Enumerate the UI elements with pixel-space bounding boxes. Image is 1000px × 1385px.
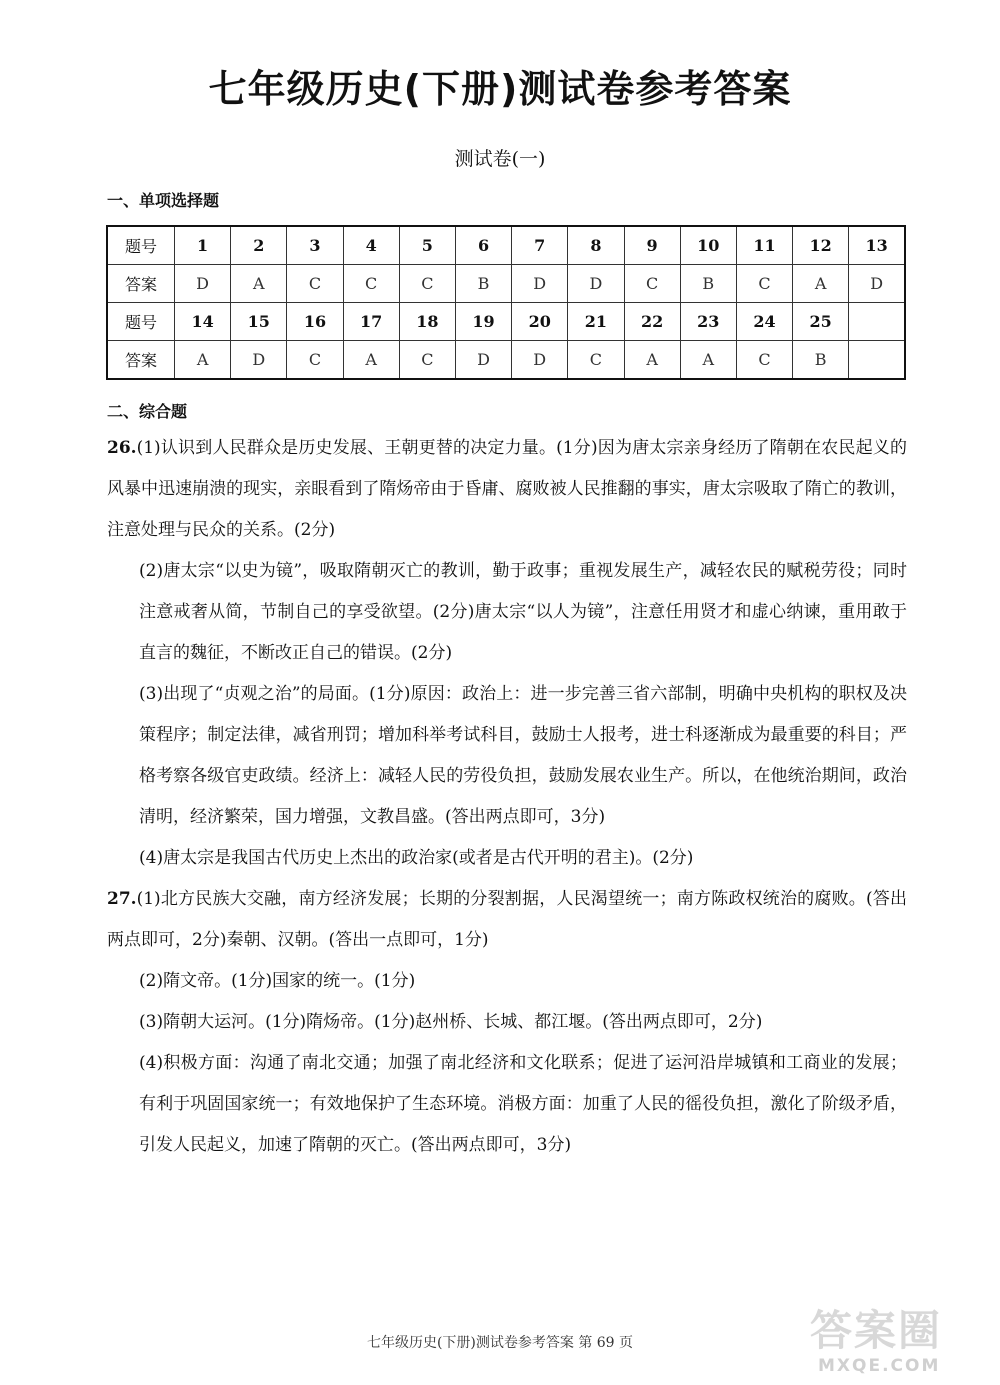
page-footer: 七年级历史(下册)测试卷参考答案 第 69 页 xyxy=(366,1335,634,1351)
answer-cell: D xyxy=(455,341,511,380)
answer-paragraph: (1)认识到人民群众是历史发展、王朝更替的决定力量。(1分)因为唐太宗亲身经历了隋朝在农民起义的风暴中迅速崩溃的现实，亲眼看到了隋炀帝由于昏庸、腐败被人民推翻的事实，唐太宗吸取了隋亡的教训，注意处理与民众的关系。(2分) xyxy=(107,438,907,540)
question-26-answer xyxy=(107,428,907,879)
table-row-numbers-2 xyxy=(107,303,905,341)
answer-paragraph: (2)唐太宗“以史为镜”，吸取隋朝灭亡的教训，勤于政事；重视发展生产，减轻农民的赋税劳役；同时注意戒奢从简，节制自己的享受欲望。(2分)唐太宗“以人为镜”，注意任用贤才和虚心纳谏，重用敢于直言的魏征，不断改正自己的错误。(2分) xyxy=(139,561,907,663)
question-number: 3 xyxy=(287,226,343,265)
question-number: 8 xyxy=(568,226,624,265)
watermark-url: MXQE.COM xyxy=(818,1356,941,1376)
answer-cell: B xyxy=(680,265,736,303)
answer-cell: C xyxy=(399,265,455,303)
question-number: 9 xyxy=(624,226,680,265)
answer-cell: A xyxy=(343,341,399,380)
answer-cell: C xyxy=(736,341,792,380)
table-row-answers-2 xyxy=(107,341,905,380)
question-number: 2 xyxy=(231,226,287,265)
question-number xyxy=(849,303,905,341)
page-title: 七年级历史(下册)测试卷参考答案 xyxy=(208,67,792,111)
question-27-answer xyxy=(107,879,907,1166)
question-number: 15 xyxy=(231,303,287,341)
answer-paragraph: (2)隋文帝。(1分)国家的统一。(1分) xyxy=(139,971,416,991)
answer-paragraph: (3)出现了“贞观之治”的局面。(1分)原因：政治上：进一步完善三省六部制，明确中央机构的职权及决策程序；制定法律，减省刑罚；增加科举考试科目，鼓励士人报考，进士科逐渐成为最重要的科目；严格考察各级官吏政绩。经济上：减轻人民的劳役负担，鼓励发展农业生产。所以，在他统治期间，政治清明，经济繁荣，国力增强，文教昌盛。(答出两点即可，3分) xyxy=(139,684,907,827)
section-heading-choice: 一、单项选择题 xyxy=(107,191,220,210)
question-number: 26. xyxy=(107,438,137,458)
answer-cell: A xyxy=(624,341,680,380)
answer-cell: D xyxy=(175,265,231,303)
table-row-numbers-1 xyxy=(107,226,905,265)
question-number: 25 xyxy=(793,303,849,341)
answer-cell: D xyxy=(231,341,287,380)
question-number: 14 xyxy=(175,303,231,341)
answer-cell xyxy=(849,341,905,380)
row-label: 答案 xyxy=(107,341,175,380)
question-number: 12 xyxy=(793,226,849,265)
question-number: 20 xyxy=(512,303,568,341)
question-number: 19 xyxy=(455,303,511,341)
answer-table xyxy=(106,225,906,380)
question-number: 24 xyxy=(736,303,792,341)
row-label: 答案 xyxy=(107,265,175,303)
question-number: 5 xyxy=(399,226,455,265)
question-number: 21 xyxy=(568,303,624,341)
answer-cell: C xyxy=(736,265,792,303)
answer-cell: B xyxy=(793,341,849,380)
answer-paragraph: (1)北方民族大交融，南方经济发展；长期的分裂割据，人民渴望统一；南方陈政权统治的腐败。(答出两点即可，2分)秦朝、汉朝。(答出一点即可，1分) xyxy=(107,889,907,950)
answer-cell: C xyxy=(287,265,343,303)
question-number: 1 xyxy=(175,226,231,265)
table-row-answers-1 xyxy=(107,265,905,303)
answer-cell: C xyxy=(568,341,624,380)
answer-cell: A xyxy=(231,265,287,303)
section-heading-comprehensive: 二、综合题 xyxy=(107,402,188,421)
question-number: 11 xyxy=(736,226,792,265)
answer-paragraph: (4)积极方面：沟通了南北交通；加强了南北经济和文化联系；促进了运河沿岸城镇和工商业的发展；有利于巩固国家统一；有效地保护了生态环境。消极方面：加重了人民的徭役负担，激化了阶级矛盾，引发人民起义，加速了隋朝的灭亡。(答出两点即可，3分) xyxy=(139,1053,907,1155)
question-number: 16 xyxy=(287,303,343,341)
row-label: 题号 xyxy=(107,303,175,341)
answer-paragraph: (4)唐太宗是我国古代历史上杰出的政治家(或者是古代开明的君主)。(2分) xyxy=(139,848,694,868)
answer-cell: C xyxy=(343,265,399,303)
answer-cell: D xyxy=(849,265,905,303)
question-number: 17 xyxy=(343,303,399,341)
question-number: 6 xyxy=(455,226,511,265)
question-number: 10 xyxy=(680,226,736,265)
row-label: 题号 xyxy=(107,226,175,265)
answer-cell: D xyxy=(512,341,568,380)
answer-cell: C xyxy=(624,265,680,303)
answer-paragraph: (3)隋朝大运河。(1分)隋炀帝。(1分)赵州桥、长城、都江堰。(答出两点即可，2分) xyxy=(139,1012,763,1032)
answer-cell: A xyxy=(793,265,849,303)
test-subtitle: 测试卷(一) xyxy=(454,148,546,170)
question-number: 27. xyxy=(107,889,137,909)
question-number: 4 xyxy=(343,226,399,265)
question-number: 23 xyxy=(680,303,736,341)
watermark-logo xyxy=(810,1298,995,1383)
question-number: 18 xyxy=(399,303,455,341)
answer-cell: D xyxy=(512,265,568,303)
answer-cell: C xyxy=(287,341,343,380)
watermark-text: 答案圈 xyxy=(810,1306,943,1355)
answer-cell: C xyxy=(399,341,455,380)
question-number: 7 xyxy=(512,226,568,265)
question-number: 13 xyxy=(849,226,905,265)
answer-cell: A xyxy=(680,341,736,380)
answer-cell: B xyxy=(455,265,511,303)
question-number: 22 xyxy=(624,303,680,341)
answer-cell: A xyxy=(175,341,231,380)
answer-cell: D xyxy=(568,265,624,303)
